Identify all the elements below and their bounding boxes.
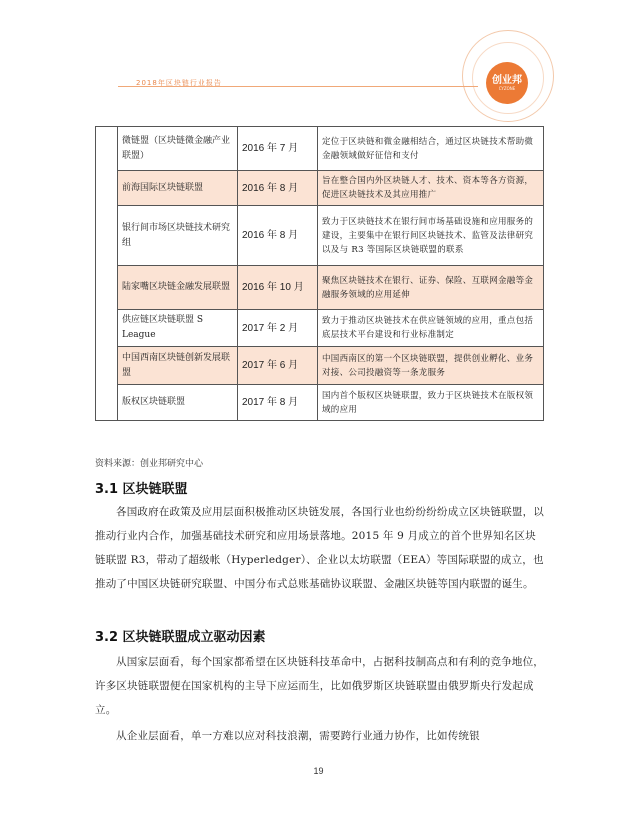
table-row (96, 310, 544, 347)
section-heading-3-1: 3.1 区块链联盟 (95, 482, 188, 497)
header-title: 2018年区块链行业报告 (136, 79, 222, 87)
alliance-desc-cell: 致力于区块链技术在银行间市场基础设施和应用服务的建设，主要集中在银行间区块链技术、监管及法律研究以及与 R3 等国际区块链联盟的联系 (318, 206, 544, 266)
alliance-date-cell: 2016 年 7 月 (238, 127, 318, 171)
logo-subtext: CYZONE (498, 86, 516, 91)
alliance-name-cell: 前海国际区块链联盟 (118, 171, 238, 206)
alliance-name-cell: 银行间市场区块链技术研究组 (118, 206, 238, 266)
table-row (96, 385, 544, 421)
alliance-desc-cell: 致力于推动区块链技术在供应链领域的应用，重点包括底层技术平台建设和行业标准制定 (318, 310, 544, 347)
table-source: 资料来源：创业邦研究中心 (95, 459, 204, 469)
alliance-name-cell: 中国西南区块链创新发展联盟 (118, 347, 238, 385)
logo-text: 创业邦 (492, 75, 522, 86)
section-3-2-paragraph-1: 从国家层面看，每个国家都希望在区块链科技革命中，占据科技制高点和有利的竞争地位，许多区块链联盟便在国家机构的主导下应运而生，比如俄罗斯区块链联盟由俄罗斯央行发起成立。 (95, 656, 544, 716)
alliance-desc-cell: 国内首个版权区块链联盟，致力于区块链技术在版权领域的应用 (318, 385, 544, 421)
table-row (96, 266, 544, 310)
table-row (96, 171, 544, 206)
alliance-table (95, 126, 544, 421)
page-number: 19 (313, 766, 324, 776)
alliance-name-cell: 供应链区块链联盟 S League (118, 310, 238, 347)
table-row (96, 127, 544, 171)
alliance-desc-cell: 中国西南区的第一个区块链联盟，提供创业孵化、业务对接、公司投融资等一条龙服务 (318, 347, 544, 385)
table-side-cell (96, 127, 118, 421)
alliance-date-cell: 2017 年 2 月 (238, 310, 318, 347)
alliance-date-cell: 2016 年 8 月 (238, 206, 318, 266)
table-row (96, 206, 544, 266)
alliance-desc-cell: 定位于区块链和微金融相结合，通过区块链技术帮助微金融领域做好征信和支付 (318, 127, 544, 171)
table-row (96, 347, 544, 385)
brand-logo (486, 62, 528, 104)
alliance-date-cell: 2016 年 10 月 (238, 266, 318, 310)
alliance-name-cell: 微链盟（区块链微金融产业联盟） (118, 127, 238, 171)
section-3-1-paragraph: 各国政府在政策及应用层面积极推动区块链发展，各国行业也纷纷纷纷成立区块链联盟，以推动行业内合作，加强基础技术研究和应用场景落地。2015 年 9 月成立的首个世界知名区块链联盟 R3，带动了超级帐（Hyperledger）、企业以太坊联盟（EEA）等国际联盟的成立，也推动了中国区块链研究联盟、中国分布式总账基础协议联盟、金融区块链等国内联盟的诞生。 (95, 506, 544, 590)
section-heading-3-2: 3.2 区块链联盟成立驱动因素 (95, 630, 266, 645)
alliance-date-cell: 2017 年 8 月 (238, 385, 318, 421)
alliance-desc-cell: 旨在整合国内外区块链人才、技术、资本等各方资源，促进区块链技术及其应用推广 (318, 171, 544, 206)
alliance-desc-cell: 聚焦区块链技术在银行、证券、保险、互联网金融等金融服务领域的应用延伸 (318, 266, 544, 310)
alliance-date-cell: 2016 年 8 月 (238, 171, 318, 206)
alliance-date-cell: 2017 年 6 月 (238, 347, 318, 385)
alliance-name-cell: 陆家嘴区块链金融发展联盟 (118, 266, 238, 310)
alliance-name-cell: 版权区块链联盟 (118, 385, 238, 421)
section-3-2-paragraph-2: 从企业层面看，单一方难以应对科技浪潮，需要跨行业通力协作，比如传统银 (116, 730, 480, 742)
